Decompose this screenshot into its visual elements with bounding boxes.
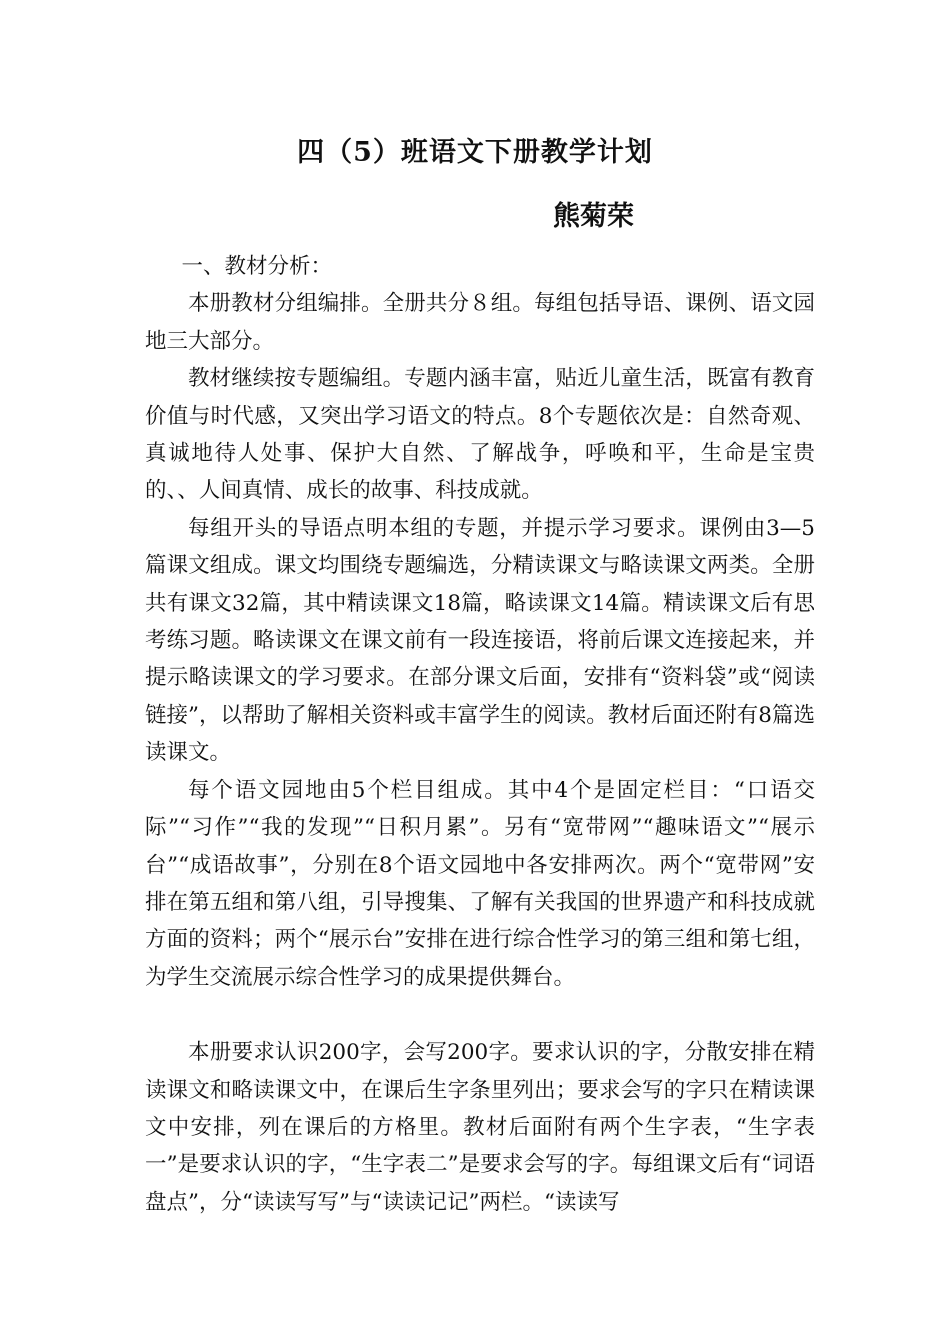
document-title: 四（5）班语文下册教学计划 — [297, 137, 653, 168]
paragraph: 本册要求认识200字，会写200字。要求认识的字，分散安排在精读课文和略读课文中，在课后生字条里列出；要求会写的字只在精读课文中安排，列在课后的方格里。教材后面附有两个生字表，“生字表一”是要求认识的字，“生字表二”是要求会写的字。每组课文后有“词语盘点”，分“读读写写”与“读读记记”两栏。“读读写 — [145, 1040, 815, 1215]
author-name: 熊菊荣 — [553, 201, 634, 232]
paragraph-spacer — [145, 996, 815, 1034]
paragraph: 本册教材分组编排。全册共分８组。每组包括导语、课例、语文园地三大部分。 — [145, 291, 815, 354]
paragraph: 教材继续按专题编组。专题内涵丰富，贴近儿童生活，既富有教育价值与时代感，又突出学习语文的特点。8个专题依次是：自然奇观、真诚地待人处事、保护大自然、了解战争，呼唤和平，生命是宝贵的、、人间真情、成长的故事、科技成就。 — [145, 366, 815, 504]
document-body — [145, 248, 815, 1221]
paragraph: 每个语文园地由5个栏目组成。其中4个是固定栏目：“口语交际”“习作”“我的发现”“日积月累”。另有“宽带网”“趣味语文”“展示台”“成语故事”，分别在8个语文园地中各安排两次。两个“宽带网”安排在第五组和第八组，引导搜集、了解有关我国的世界遗产和科技成就方面的资料；两个“展示台”安排在进行综合性学习的第三组和第七组，为学生交流展示综合性学习的成果提供舞台。 — [145, 777, 815, 990]
section-heading: 一、教材分析： — [181, 254, 333, 279]
paragraph: 每组开头的导语点明本组的专题，并提示学习要求。课例由3—5篇课文组成。课文均围绕专题编选，分精读课文与略读课文两类。全册共有课文32篇，其中精读课文18篇，略读课文14篇。精读课文后有思考练习题。略读课文在课文前有一段连接语，将前后课文连接起来，并提示略读课文的学习要求。在部分课文后面，安排有“资料袋”或“阅读链接”，以帮助了解相关资料或丰富学生的阅读。教材后面还附有8篇选读课文。 — [145, 515, 815, 766]
